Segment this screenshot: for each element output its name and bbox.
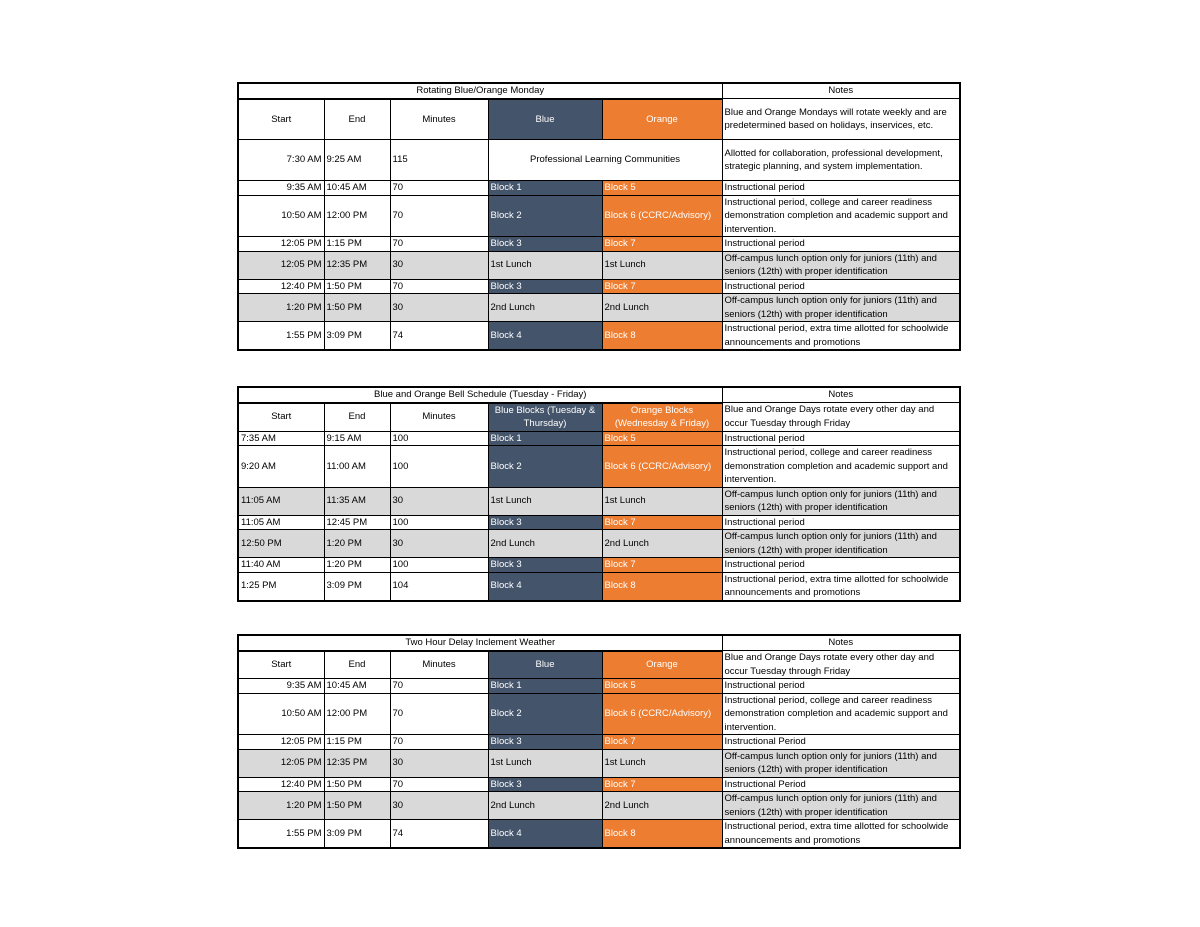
minutes-cell: 70 [390, 181, 488, 196]
minutes-cell: 30 [390, 749, 488, 777]
end-cell: 12:35 PM [324, 749, 390, 777]
note-cell: Instructional period, college and career readiness demonstration completion and academic support and intervention. [722, 446, 960, 488]
end-cell: 3:09 PM [324, 572, 390, 601]
end-cell: 12:00 PM [324, 693, 390, 735]
table-row [238, 735, 960, 750]
header-note: Blue and Orange Days rotate every other day and occur Tuesday through Friday [722, 651, 960, 679]
note-cell: Instructional period [722, 181, 960, 196]
orange-block-cell: 1st Lunch [602, 749, 722, 777]
orange-header: Orange [602, 99, 722, 140]
start-cell: 1:25 PM [238, 572, 324, 601]
start-cell: 12:05 PM [238, 237, 324, 252]
orange-block-cell: Block 5 [602, 679, 722, 694]
blue-block-cell: Block 4 [488, 322, 602, 351]
start-cell: 12:40 PM [238, 279, 324, 294]
table-row [238, 487, 960, 515]
start-cell: 10:50 AM [238, 195, 324, 237]
notes-header: Notes [722, 635, 960, 651]
end-cell: 11:00 AM [324, 446, 390, 488]
blue-block-cell: Block 1 [488, 431, 602, 446]
end-cell: 12:00 PM [324, 195, 390, 237]
table-row [238, 181, 960, 196]
note-cell: Allotted for collaboration, professional development, strategic planning, and system implementation. [722, 140, 960, 181]
note-cell: Instructional period, extra time allotted for schoolwide announcements and promotions [722, 322, 960, 351]
minutes-cell: 74 [390, 820, 488, 849]
end-cell: 1:15 PM [324, 237, 390, 252]
note-cell: Off-campus lunch option only for juniors (11th) and seniors (12th) with proper identification [722, 749, 960, 777]
end-cell: 3:09 PM [324, 322, 390, 351]
minutes-cell: 100 [390, 558, 488, 573]
table-row [238, 431, 960, 446]
start-cell: 12:05 PM [238, 749, 324, 777]
tuesday-friday-schedule-table [237, 386, 961, 602]
blue-block-cell: Block 4 [488, 820, 602, 849]
orange-block-cell: Block 5 [602, 181, 722, 196]
minutes-cell: 70 [390, 279, 488, 294]
minutes-cell: 100 [390, 431, 488, 446]
minutes-cell: 30 [390, 792, 488, 820]
table-row [238, 195, 960, 237]
table-row [238, 515, 960, 530]
minutes-cell: 30 [390, 487, 488, 515]
table-row [238, 251, 960, 279]
end-cell: 10:45 AM [324, 679, 390, 694]
orange-block-cell: Block 8 [602, 572, 722, 601]
end-header: End [324, 403, 390, 432]
table-row [238, 237, 960, 252]
orange-block-cell: Block 7 [602, 777, 722, 792]
orange-block-cell: 1st Lunch [602, 487, 722, 515]
note-cell: Instructional Period [722, 735, 960, 750]
note-cell: Instructional period, extra time allotted for schoolwide announcements and promotions [722, 572, 960, 601]
orange-block-cell: 2nd Lunch [602, 294, 722, 322]
end-cell: 1:50 PM [324, 777, 390, 792]
start-cell: 12:40 PM [238, 777, 324, 792]
minutes-cell: 115 [390, 140, 488, 181]
note-cell: Off-campus lunch option only for juniors (11th) and seniors (12th) with proper identification [722, 294, 960, 322]
end-cell: 12:35 PM [324, 251, 390, 279]
end-cell: 12:45 PM [324, 515, 390, 530]
blue-block-cell: Block 3 [488, 735, 602, 750]
table-row [238, 558, 960, 573]
notes-header: Notes [722, 387, 960, 403]
end-cell: 1:20 PM [324, 558, 390, 573]
schedule-title: Rotating Blue/Orange Monday [238, 83, 722, 99]
plc-cell: Professional Learning Communities [488, 140, 722, 181]
note-cell: Instructional period [722, 515, 960, 530]
end-cell: 1:50 PM [324, 294, 390, 322]
note-cell: Instructional period, college and career readiness demonstration completion and academic support and intervention. [722, 693, 960, 735]
orange-block-cell: Block 6 (CCRC/Advisory) [602, 693, 722, 735]
start-cell: 9:20 AM [238, 446, 324, 488]
minutes-cell: 70 [390, 195, 488, 237]
blue-block-cell: 1st Lunch [488, 749, 602, 777]
orange-block-cell: Block 7 [602, 735, 722, 750]
orange-header: Orange [602, 651, 722, 679]
minutes-cell: 100 [390, 515, 488, 530]
start-cell: 10:50 AM [238, 693, 324, 735]
note-cell: Instructional period, extra time allotted for schoolwide announcements and promotions [722, 820, 960, 849]
end-cell: 9:25 AM [324, 140, 390, 181]
note-cell: Instructional period [722, 679, 960, 694]
start-header: Start [238, 651, 324, 679]
minutes-cell: 30 [390, 530, 488, 558]
minutes-cell: 74 [390, 322, 488, 351]
end-header: End [324, 99, 390, 140]
table-row [238, 572, 960, 601]
note-cell: Off-campus lunch option only for juniors (11th) and seniors (12th) with proper identification [722, 487, 960, 515]
header-note: Blue and Orange Mondays will rotate weekly and are predetermined based on holidays, inservices, etc. [722, 99, 960, 140]
orange-block-cell: Block 7 [602, 558, 722, 573]
start-cell: 7:35 AM [238, 431, 324, 446]
note-cell: Instructional period [722, 558, 960, 573]
end-cell: 10:45 AM [324, 181, 390, 196]
minutes-cell: 70 [390, 693, 488, 735]
minutes-cell: 70 [390, 679, 488, 694]
start-header: Start [238, 403, 324, 432]
end-cell: 1:20 PM [324, 530, 390, 558]
blue-block-cell: 2nd Lunch [488, 530, 602, 558]
minutes-cell: 30 [390, 294, 488, 322]
blue-block-cell: 2nd Lunch [488, 792, 602, 820]
orange-block-cell: Block 7 [602, 237, 722, 252]
orange-block-cell: Block 7 [602, 515, 722, 530]
minutes-header: Minutes [390, 99, 488, 140]
blue-block-cell: Block 4 [488, 572, 602, 601]
blue-block-cell: Block 3 [488, 777, 602, 792]
table-row [238, 294, 960, 322]
blue-block-cell: Block 3 [488, 279, 602, 294]
table-row [238, 446, 960, 488]
blue-block-cell: Block 1 [488, 181, 602, 196]
blue-block-cell: 1st Lunch [488, 251, 602, 279]
table-row [238, 792, 960, 820]
blue-header: Blue [488, 651, 602, 679]
table-row [238, 530, 960, 558]
blue-block-cell: Block 2 [488, 446, 602, 488]
table-row [238, 820, 960, 849]
orange-block-cell: 1st Lunch [602, 251, 722, 279]
table-row [238, 679, 960, 694]
minutes-cell: 70 [390, 735, 488, 750]
minutes-cell: 100 [390, 446, 488, 488]
start-cell: 9:35 AM [238, 181, 324, 196]
minutes-cell: 70 [390, 237, 488, 252]
start-cell: 9:35 AM [238, 679, 324, 694]
blue-block-cell: Block 1 [488, 679, 602, 694]
blue-block-cell: Block 2 [488, 693, 602, 735]
start-cell: 12:50 PM [238, 530, 324, 558]
start-cell: 7:30 AM [238, 140, 324, 181]
header-note: Blue and Orange Days rotate every other day and occur Tuesday through Friday [722, 403, 960, 432]
start-cell: 12:05 PM [238, 735, 324, 750]
start-cell: 1:20 PM [238, 294, 324, 322]
note-cell: Off-campus lunch option only for juniors (11th) and seniors (12th) with proper identification [722, 251, 960, 279]
orange-block-cell: Block 8 [602, 820, 722, 849]
orange-header: Orange Blocks (Wednesday & Friday) [602, 403, 722, 432]
blue-header: Blue Blocks (Tuesday & Thursday) [488, 403, 602, 432]
blue-block-cell: Block 3 [488, 558, 602, 573]
note-cell: Off-campus lunch option only for juniors (11th) and seniors (12th) with proper identification [722, 530, 960, 558]
start-cell: 1:55 PM [238, 820, 324, 849]
minutes-header: Minutes [390, 651, 488, 679]
start-cell: 12:05 PM [238, 251, 324, 279]
note-cell: Instructional period, college and career readiness demonstration completion and academic support and intervention. [722, 195, 960, 237]
two-hour-delay-schedule-table [237, 634, 961, 849]
monday-schedule-table [237, 82, 961, 351]
end-cell: 3:09 PM [324, 820, 390, 849]
blue-block-cell: Block 2 [488, 195, 602, 237]
blue-block-cell: 2nd Lunch [488, 294, 602, 322]
start-cell: 11:40 AM [238, 558, 324, 573]
notes-header: Notes [722, 83, 960, 99]
table-row [238, 279, 960, 294]
minutes-cell: 70 [390, 777, 488, 792]
table-row [238, 777, 960, 792]
schedule-title: Blue and Orange Bell Schedule (Tuesday - Friday) [238, 387, 722, 403]
start-cell: 11:05 AM [238, 487, 324, 515]
end-cell: 1:50 PM [324, 792, 390, 820]
note-cell: Instructional Period [722, 777, 960, 792]
orange-block-cell: 2nd Lunch [602, 792, 722, 820]
minutes-header: Minutes [390, 403, 488, 432]
note-cell: Instructional period [722, 279, 960, 294]
orange-block-cell: Block 8 [602, 322, 722, 351]
table-row [238, 749, 960, 777]
note-cell: Instructional period [722, 431, 960, 446]
table-row [238, 693, 960, 735]
minutes-cell: 30 [390, 251, 488, 279]
orange-block-cell: Block 6 (CCRC/Advisory) [602, 446, 722, 488]
start-cell: 11:05 AM [238, 515, 324, 530]
end-cell: 11:35 AM [324, 487, 390, 515]
orange-block-cell: Block 7 [602, 279, 722, 294]
blue-block-cell: 1st Lunch [488, 487, 602, 515]
end-cell: 1:15 PM [324, 735, 390, 750]
end-cell: 1:50 PM [324, 279, 390, 294]
minutes-cell: 104 [390, 572, 488, 601]
note-cell: Instructional period [722, 237, 960, 252]
start-cell: 1:20 PM [238, 792, 324, 820]
blue-block-cell: Block 3 [488, 515, 602, 530]
blue-header: Blue [488, 99, 602, 140]
schedule-title: Two Hour Delay Inclement Weather [238, 635, 722, 651]
orange-block-cell: Block 6 (CCRC/Advisory) [602, 195, 722, 237]
end-header: End [324, 651, 390, 679]
orange-block-cell: 2nd Lunch [602, 530, 722, 558]
note-cell: Off-campus lunch option only for juniors (11th) and seniors (12th) with proper identification [722, 792, 960, 820]
start-cell: 1:55 PM [238, 322, 324, 351]
blue-block-cell: Block 3 [488, 237, 602, 252]
orange-block-cell: Block 5 [602, 431, 722, 446]
end-cell: 9:15 AM [324, 431, 390, 446]
table-row [238, 322, 960, 351]
start-header: Start [238, 99, 324, 140]
